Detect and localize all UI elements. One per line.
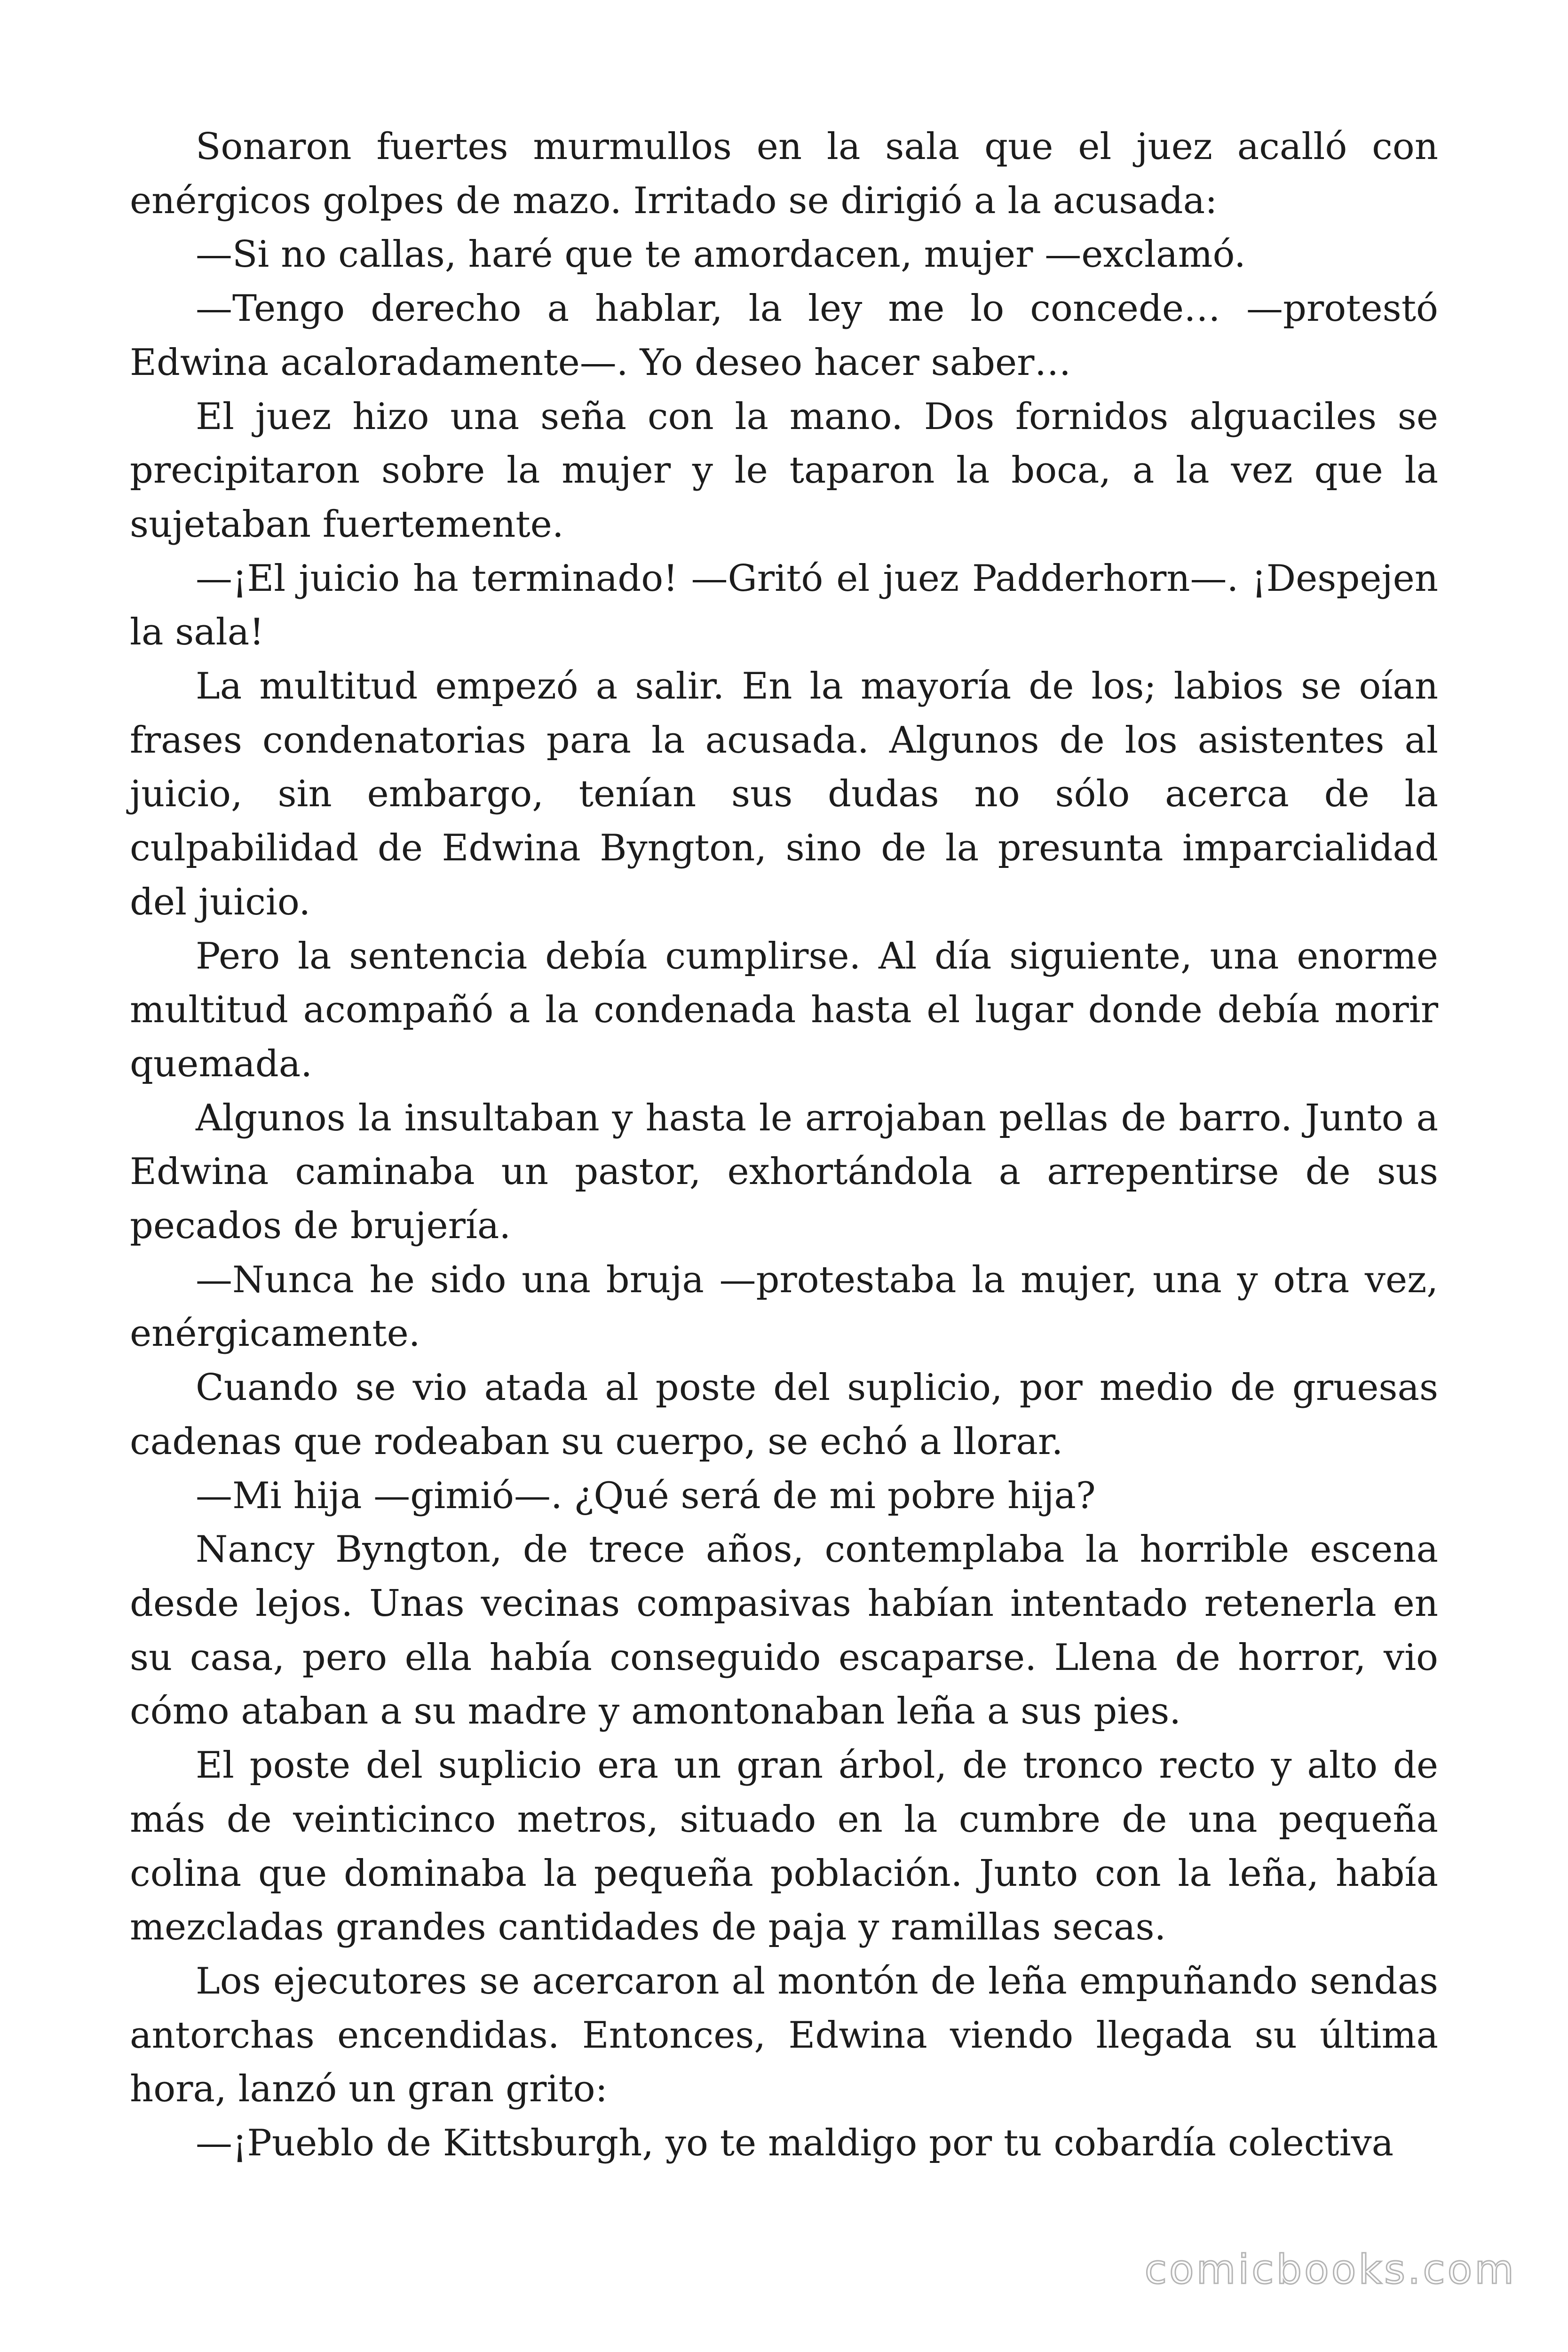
paragraph: El juez hizo una seña con la mano. Dos fornidos alguaciles se precipitaron sobre la mujer y le taparon la boca, a la vez que la sujetaban fuertemente. bbox=[130, 395, 1438, 546]
paragraph: —Nunca he sido una bruja —protestaba la mujer, una y otra vez, enérgicamente. bbox=[130, 1258, 1438, 1355]
paragraph: —Mi hija —gimió—. ¿Qué será de mi pobre hija? bbox=[196, 1474, 1096, 1517]
paragraph: La multitud empezó a salir. En la mayoría de los; labios se oían frases condenatorias para la acusada. Algunos de los asistentes al juicio, sin embargo, tenían sus dudas no sólo acerca de la culpabilidad de Edwina Byngton, sino de la presunta imparcialidad del juicio. bbox=[130, 665, 1438, 923]
book-page-text bbox=[130, 120, 1438, 2170]
paragraph: —¡Pueblo de Kittsburgh, yo te maldigo por tu cobardía colectiva bbox=[196, 2122, 1394, 2165]
paragraph: Pero la sentencia debía cumplirse. Al día siguiente, una enorme multitud acompañó a la condenada hasta el lugar donde debía morir quemada. bbox=[130, 935, 1438, 1085]
paragraph: —¡El juicio ha terminado! —Gritó el juez Padderhorn—. ¡Despejen la sala! bbox=[130, 557, 1438, 654]
paragraph: Nancy Byngton, de trece años, contemplaba la horrible escena desde lejos. Unas vecinas compasivas habían intentado retenerla en su casa, pero ella había conseguido escaparse. Llena de horror, vio cómo ataban a su madre y amontonaban leña a sus pies. bbox=[130, 1528, 1438, 1733]
paragraph: Cuando se vio atada al poste del suplicio, por medio de gruesas cadenas que rodeaban su cuerpo, se echó a llorar. bbox=[130, 1367, 1438, 1463]
paragraph: Sonaron fuertes murmullos en la sala que el juez acalló con enérgicos golpes de mazo. Irritado se dirigió a la acusada: bbox=[130, 126, 1438, 222]
paragraph: El poste del suplicio era un gran árbol, de tronco recto y alto de más de veinticinco metros, situado en la cumbre de una pequeña colina que dominaba la pequeña población. Junto con la leña, había mezcladas grandes cantidades de paja y ramillas secas. bbox=[130, 1744, 1438, 1949]
paragraph: Algunos la insultaban y hasta le arrojaban pellas de barro. Junto a Edwina caminaba un pastor, exhortándola a arrepentirse de sus pecados de brujería. bbox=[130, 1097, 1438, 1248]
watermark: comicbooks.com bbox=[1144, 2246, 1516, 2293]
paragraph: Los ejecutores se acercaron al montón de leña empuñando sendas antorchas encendidas. Entonces, Edwina viendo llegada su última hora, lanzó un gran grito: bbox=[130, 1960, 1438, 2111]
paragraph: —Tengo derecho a hablar, la ley me lo concede… —protestó Edwina acaloradamente—. Yo deseo hacer saber… bbox=[130, 287, 1438, 384]
paragraph: —Si no callas, haré que te amordacen, mujer —exclamó. bbox=[196, 233, 1246, 276]
